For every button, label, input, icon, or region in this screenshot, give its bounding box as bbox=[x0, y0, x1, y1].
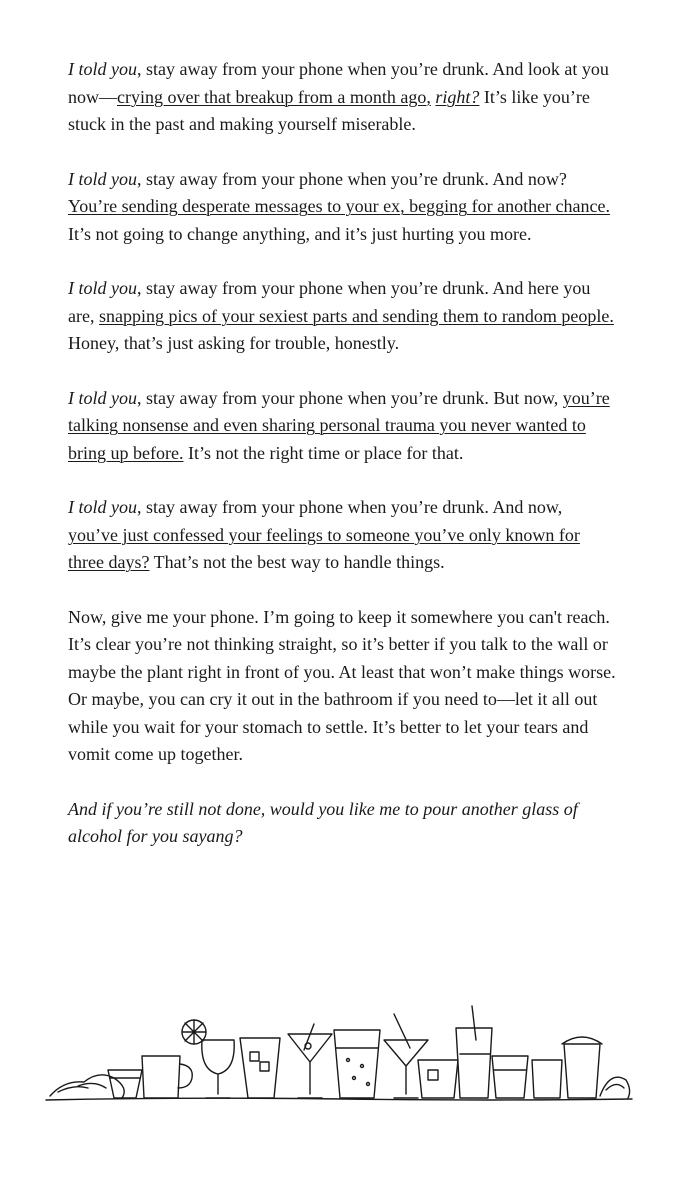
paragraph-3 bbox=[68, 275, 616, 358]
body-text: , stay away from your phone when you’re drunk. But now, bbox=[137, 387, 563, 408]
drinks-glasses-illustration bbox=[44, 1000, 634, 1110]
italic-text: I told you bbox=[68, 59, 137, 79]
italic-text: I told you bbox=[68, 168, 137, 189]
body-text: It’s not going to change anything, and it’s just hurting you more. bbox=[68, 223, 532, 244]
body-text: It’s not the right time or place for that. bbox=[183, 442, 464, 463]
paragraph-5 bbox=[68, 494, 616, 577]
body-text: That’s not the best way to handle things. bbox=[149, 552, 445, 572]
underlined-text: You’re sending desperate messages to your ex, begging for another chance. bbox=[68, 196, 611, 216]
body-text: Honey, that’s just asking for trouble, honestly. bbox=[68, 333, 400, 353]
paragraph-4 bbox=[68, 385, 616, 468]
underlined-text: snapping pics of your sexiest parts and sending them to random people. bbox=[98, 305, 614, 326]
body-text: , stay away from your phone when you’re drunk. And here you are, bbox=[68, 278, 591, 326]
italic-text: I told you bbox=[68, 497, 137, 517]
italic-text: And if you’re still not done, would you like me to pour another glass of alcohol for you sayang? bbox=[68, 798, 578, 846]
body-text: , stay away from your phone when you’re drunk. And now, bbox=[137, 497, 563, 517]
underlined-text: crying over that breakup from a month ago, bbox=[117, 86, 431, 107]
underlined-text: you’ve just confessed your feelings to someone you’ve only known for three days? bbox=[68, 524, 580, 572]
body-text: Now, give me your phone. I’m going to keep it somewhere you can't reach. It’s clear you’re not thinking straight, so it’s better if you talk to the wall or maybe the plant right in front of you. At least that won’t make things worse. Or maybe, you can cry it out in the bathroom if you need to—let it all out while you wait for your stomach to settle. It’s better to let your tears and vomit come up together. bbox=[68, 606, 616, 764]
body-text: It’s like you’re stuck in the past and making yourself miserable. bbox=[68, 86, 590, 134]
body-text: , stay away from your phone when you’re drunk. And now? bbox=[137, 168, 567, 189]
underlined-text: right? bbox=[435, 86, 480, 107]
paragraph-6 bbox=[68, 604, 616, 769]
italic-text: I told you bbox=[68, 278, 137, 298]
paragraph-2 bbox=[68, 166, 616, 249]
paragraph-1 bbox=[68, 56, 616, 139]
body-text: , stay away from your phone when you’re drunk. And look at you now— bbox=[68, 59, 609, 107]
document-body bbox=[68, 56, 616, 851]
italic-text: I told you bbox=[68, 387, 137, 408]
paragraph-7 bbox=[68, 796, 616, 851]
underlined-text: you’re talking nonsense and even sharing personal trauma you never wanted to bring up before. bbox=[68, 387, 610, 463]
